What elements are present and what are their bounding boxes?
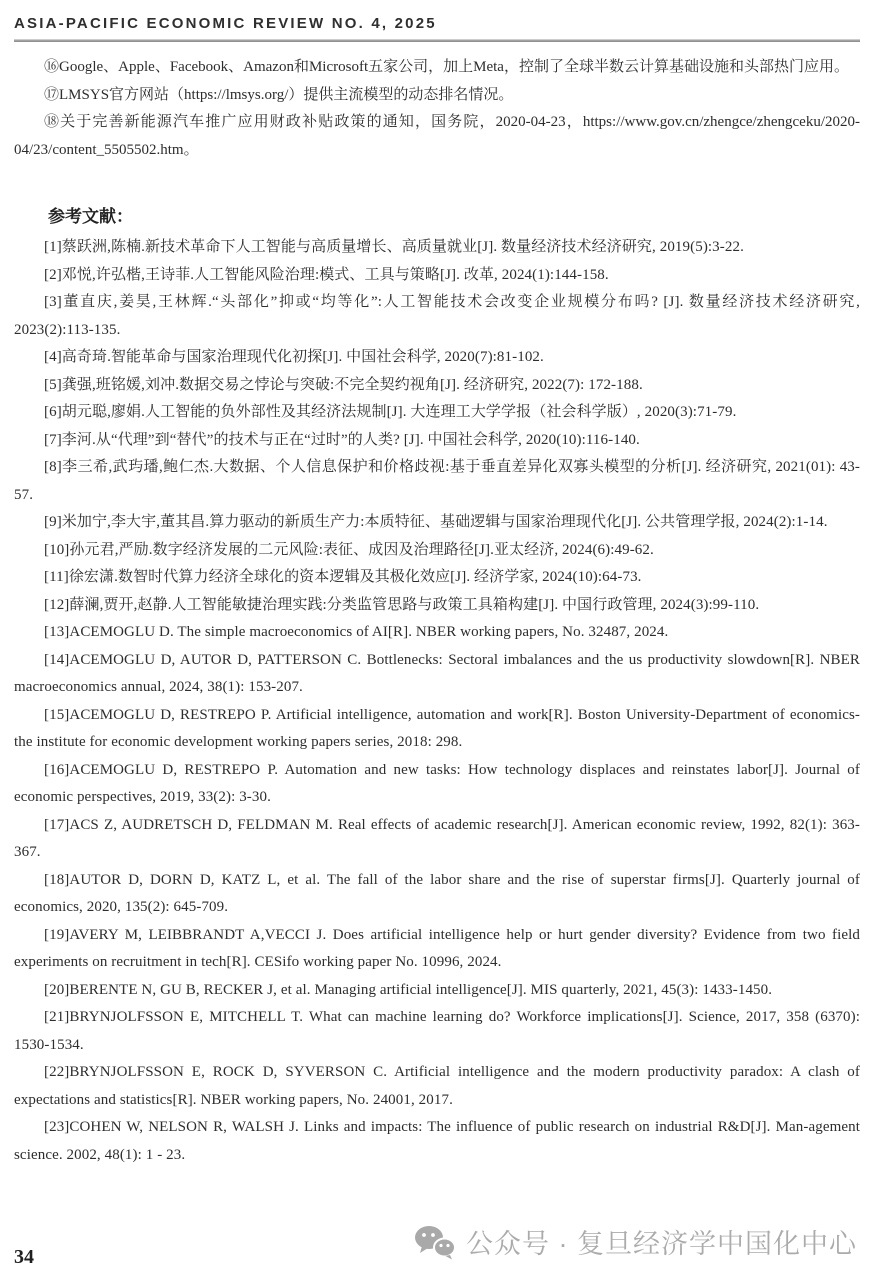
page-header [14,15,860,42]
reference-item: [15]ACEMOGLU D, RESTREPO P. Artificial intelligence, automation and work[R]. Boston University-Department of economics-the institute for economic development working papers series, 2018: 298. [14,706,860,750]
page-content [0,15,873,1169]
reference-item: [23]COHEN W, NELSON R, WALSH J. Links and impacts: The influence of public research on industrial R&D[J]. Man-agement science. 2002, 48(1): 1 - 23. [14,1119,860,1163]
reference-item: [2]邓悦,许弘楷,王诗菲.人工智能风险治理:模式、工具与策略[J]. 改革, 2024(1):144-158. [44,266,609,283]
footnotes-section [14,54,860,164]
footnote-marker: ⑱ [44,114,61,130]
footnote [14,109,860,164]
reference-item: [6]胡元聪,廖娟.人工智能的负外部性及其经济法规制[J]. 大连理工大学学报（社会科学版）, 2020(3):71-79. [44,404,737,420]
reference-item: [12]薛澜,贾开,赵静.人工智能敏捷治理实践:分类监管思路与政策工具箱构建[J]. 中国行政管理, 2024(3):99-110. [44,596,760,613]
reference-item: [20]BERENTE N, GU B, RECKER J, et al. Managing artificial intelligence[J]. MIS quarterly, 2021, 45(3): 1433-1450. [44,981,773,998]
footnote-text: 关于完善新能源汽车推广应用财政补贴政策的通知，国务院，2020-04-23，https://www.gov.cn/zhengce/zhengceku/2020-04/23/content_5505502.htm。 [14,114,860,158]
reference-item: [9]米加宁,李大宇,董其昌.算力驱动的新质生产力:本质特征、基础逻辑与国家治理现代化[J]. 公共管理学报, 2024(2):1-14. [44,514,828,530]
reference-item: [3]董直庆,姜昊,王林辉.“头部化”抑或“均等化”:人工智能技术会改变企业规模分布吗? [J]. 数量经济技术经济研究, 2023(2):113-135. [14,294,860,338]
reference-item: [5]龚强,班铭媛,刘冲.数据交易之悖论与突破:不完全契约视角[J]. 经济研究, 2022(7): 172-188. [44,376,643,393]
reference-item: [17]ACS Z, AUDRETSCH D, FELDMAN M. Real effects of academic research[J]. American economic review, 1992, 82(1): 363-367. [14,816,860,860]
footnote [14,54,860,82]
footnote-text: Google、Apple、Facebook、Amazon和Microsoft五家公司，加上Meta，控制了全球半数云计算基础设施和头部热门应用。 [59,59,849,75]
page-number: 34 [14,1246,34,1268]
reference-item: [18]AUTOR D, DORN D, KATZ L, et al. The fall of the labor share and the rise of superstar firms[J]. Quarterly journal of economics, 2020, 135(2): 645-709. [14,871,860,915]
footnote-marker: ⑰ [44,86,60,103]
reference-item: [7]李河.从“代理”到“替代”的技术与正在“过时”的人类? [J]. 中国社会科学, 2020(10):116-140. [44,431,640,448]
watermark-text: 公众号 · 复旦经济学中国化中心 [466,1229,857,1259]
watermark [414,1222,857,1261]
wechat-icon [414,1224,456,1260]
reference-item: [4]高奇琦.智能革命与国家治理现代化初探[J]. 中国社会科学, 2020(7):81-102. [44,349,544,365]
reference-item: [14]ACEMOGLU D, AUTOR D, PATTERSON C. Bottlenecks: Sectoral imbalances and the us productivity slowdown[R]. NBER macroeconomics annual, 2024, 38(1): 153-207. [14,651,860,695]
reference-item: [10]孙元君,严励.数字经济发展的二元风险:表征、成因及治理路径[J].亚太经济, 2024(6):49-62. [44,541,654,558]
reference-item: [11]徐宏潇.数智时代算力经济全球化的资本逻辑及其极化效应[J]. 经济学家, 2024(10):64-73. [44,569,642,585]
reference-item: [1]蔡跃洲,陈楠.新技术革命下人工智能与高质量增长、高质量就业[J]. 数量经济技术经济研究, 2019(5):3-22. [44,239,744,255]
reference-item: [22]BRYNJOLFSSON E, ROCK D, SYVERSON C. Artificial intelligence and the modern productivity paradox: A clash of expectations and statistics[R]. NBER working papers, No. 24001, 2017. [14,1064,860,1108]
reference-item: [16]ACEMOGLU D, RESTREPO P. Automation and new tasks: How technology displaces and reinstates labor[J]. Journal of economic perspectives, 2019, 33(2): 3-30. [14,761,860,805]
reference-item: [19]AVERY M, LEIBBRANDT A,VECCI J. Does artificial intelligence help or hurt gender diversity? Evidence from two field experiments on recruitment in tech[R]. CESifo working paper No. 10996, 2024. [14,926,860,970]
header-rule [14,39,860,42]
reference-list [14,234,860,1169]
reference-item: [8]李三希,武玙璠,鲍仁杰.大数据、个人信息保护和价格歧视:基于垂直差异化双寡头模型的分析[J]. 经济研究, 2021(01): 43-57. [14,459,860,503]
footnote [14,82,860,110]
references-heading: 参考文献： [48,207,133,226]
footnote-text: LMSYS官方网站（https://lmsys.org/）提供主流模型的动态排名情况。 [59,86,514,103]
journal-header-text: ASIA-PACIFIC ECONOMIC REVIEW NO. 4, 2025 [14,15,437,32]
reference-item: [13]ACEMOGLU D. The simple macroeconomics of AI[R]. NBER working papers, No. 32487, 2024. [44,624,669,640]
footnote-marker: ⑯ [44,59,60,75]
reference-item: [21]BRYNJOLFSSON E, MITCHELL T. What can machine learning do? Workforce implications[J]. Science, 2017, 358 (6370): 1530-1534. [14,1009,860,1053]
